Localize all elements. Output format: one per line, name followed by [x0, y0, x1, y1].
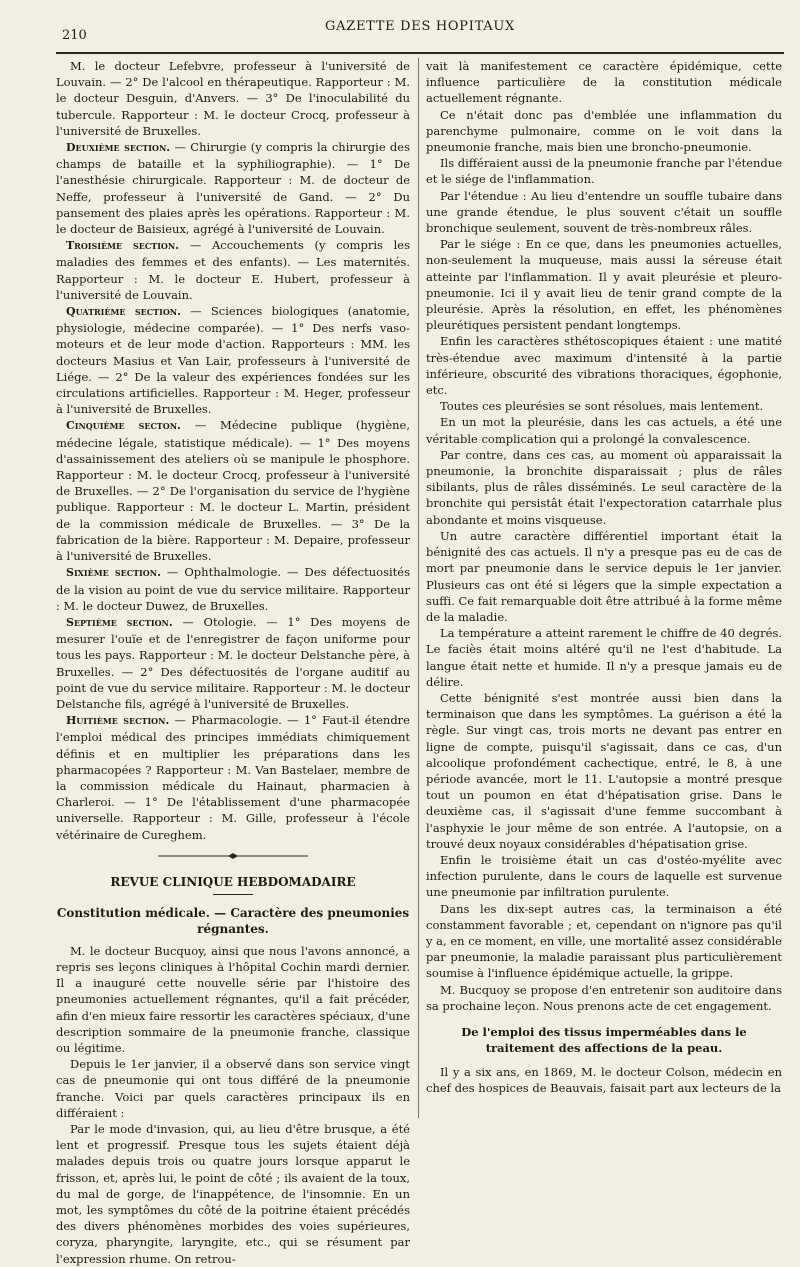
section-2 — [56, 139, 410, 237]
body-paragraph: Ils différaient aussi de la pneumonie franche par l'étendue et le siége de l'inflammation. — [426, 156, 782, 187]
body-paragraph: Par l'étendue : Au lieu d'entendre un souffle tubaire dans une grande étendue, le plus souvent c'était un souffle bronchique seulement, souvent de très-nombreux râles. — [426, 188, 782, 236]
right-column — [426, 58, 782, 1096]
section-text: — Otologie. — 1° Des moyens de mesurer l'ouïe et de l'enregistrer de façon uniforme pour tous les pays. Rapporteur : M. le docteur Delstanche père, à Bruxelles. — 2° Des défectuosités de l'organe auditif au point de vue du service militaire. Rapporteur : M. le docteur Delstanche fils, agrégé à l'université de Bruxelles. — [56, 614, 410, 711]
section-label: Cinquième secton. — [66, 419, 181, 433]
ornament-divider — [56, 851, 410, 862]
body-paragraph: Ce n'était donc pas d'emblée une inflammation du parenchyme pulmonaire, comme on le voit dans la pneumonie franche, mais bien une broncho-pneumonie. — [426, 107, 782, 155]
title-underline — [213, 894, 253, 895]
section-text: — Pharmacologie. — 1° Faut-il étendre l'emploi médical des principes immédiats chimiquement définis et en multiplier les préparations dans les pharmacopées ? Rapporteur : M. Van Bastelaer, membre de la commission médicale du Hainaut, pharmacien à Charleroi. — 1° De l'établissement d'une pharmacopée universelle. Rapporteur : M. Gille, professeur à l'école vétérinaire de Cureghem. — [56, 713, 410, 842]
section-text: — Médecine publique (hygiène, médecine légale, statistique médicale). — 1° Des moyens d'assainissement des ateliers où se manipule le phosphore. Rapporteur : M. le docteur Crocq, professeur à l'université de Bruxelles. — 2° De l'organisation du service de l'hygiène publique. Rapporteur : M. le docteur L. Martin, président de la commission médicale de Bruxelles. — 3° De la fabrication de la bière. Rapporteur : M. Depaire, professeur à l'université de Bruxelles. — [56, 418, 410, 564]
body-paragraph: Dans les dix-sept autres cas, la terminaison a été constamment favorable ; et, cependant on n'ignore pas qu'il y a, en ce moment, en ville, une mortalité assez considérable par pneumonie, la maladie paraissant plus particulièrement soumise à l'influence épidémique actuelle, la grippe. — [426, 901, 782, 981]
section-8 — [56, 712, 410, 843]
body-paragraph: vait là manifestement ce caractère épidémique, cette influence particulière de la constitution médicale actuellement régnante. — [426, 59, 782, 106]
body-paragraph: Enfin le troisième était un cas d'ostéo-myélite avec infection purulente, dans le cours de laquelle est survenue une pneumonie par infiltration purulente. — [426, 852, 782, 900]
section-text: — Accouchements (y compris les maladies des femmes et des enfants). — Les maternités. Rapporteur : M. le docteur E. Hubert, professeur à l'université de Louvain. — [56, 238, 410, 302]
section-3 — [56, 237, 410, 303]
section-text: — Sciences biologiques (anatomie, physiologie, médecine comparée). — 1° Des nerfs vaso-moteurs et de leur mode d'action. Rapporteurs : MM. les docteurs Masius et Van Lair, professeurs à l'université de Liége. — 2° De la valeur des expériences fondées sur les circulations artificielles. Rapporteur : M. Heger, professeur à l'université de Bruxelles. — [56, 304, 410, 417]
section-label: Quatrième section. — [66, 305, 181, 319]
section-label: Huitième section. — [66, 714, 170, 728]
body-paragraph: Toutes ces pleurésies se sont résolues, mais lentement. — [440, 399, 764, 414]
body-paragraph: Depuis le 1er janvier, il a observé dans son service vingt cas de pneumonie qui ont tous différé de la pneumonie franche. Voici par quels caractères principaux ils en différaient : — [56, 1057, 410, 1120]
body-paragraph: Cette bénignité s'est montrée aussi bien dans la terminaison que dans les symptômes. La guérison a été la règle. Sur vingt cas, trois morts ne devant pas entrer en ligne de compte, puisqu'il s'agissait, dans ce cas, d'un alcoolique profondément cachectique, entré, le 8, à une période avancée, mort le 11. L'autopsie a montré presque tout un poumon en état d'hépatisation grise. Dans le deuxième cas, il s'agissait d'une femme succombant à l'asphyxie le jour même de son entrée. A l'autopsie, on a trouvé deux noyaux considérables d'hépatisation grise. — [426, 690, 782, 851]
body-paragraph: Par contre, dans ces cas, au moment où apparaissait la pneumonie, la bronchite disparaissait ; plus de râles sibilants, plus de râles disséminés. Le seul caractère de la bronchite qui persistât était l'expectoration catarrhale plus abondante et moins visqueuse. — [426, 447, 782, 527]
section-label: Sixième section. — [66, 566, 161, 580]
left-column — [56, 58, 410, 1267]
body-paragraph: Par le siége : En ce que, dans les pneumonies actuelles, non-seulement la muqueuse, mais aussi la séreuse était atteinte par l'inflammation. Il y avait pleurésie et pleuro-pneumonie. Ici il y avait lieu de tenir grand compte de la pleurésie. Après la résolution, en effet, les phénomènes pleurétiques persistent pendant longtemps. — [426, 237, 782, 333]
section-text: — Chirurgie (y compris la chirurgie des champs de bataille et la syphiliographie). — 1° De l'anesthésie chirurgicale. Rapporteur : M. de docteur de Neffe, professeur à l'université de Gand. — 2° Du pansement des plaies après les opérations. Rapporteur : M. le docteur de Baisieux, agrégé à l'université de Louvain. — [56, 140, 410, 237]
body-paragraph: Enfin les caractères sthétoscopiques étaient : une matité très-étendue avec maximum d'intensité à la partie inférieure, obscurité des vibrations thoraciques, égophonie, etc. — [426, 334, 782, 398]
revue-title: REVUE CLINIQUE HEBDOMADAIRE — [110, 874, 356, 889]
page-header — [56, 16, 784, 52]
header-rule — [56, 52, 784, 54]
body-paragraph: M. le docteur Bucquoy, ainsi que nous l'avons annoncé, a repris ses leçons cliniques à l'hôpital Cochin mardi dernier. Il a inauguré cette nouvelle série par l'histoire des pneumonies actuellement régnantes, qu'il a fait précéder, afin d'en mieux faire ressortir les caractères spéciaux, d'une description sommaire de la pneumonie franche, classique ou légitime. — [56, 943, 410, 1055]
section-5 — [56, 417, 410, 564]
body-paragraph: Un autre caractère différentiel important était la bénignité des cas actuels. Il n'y a presque pas eu de cas de mort par pneumonie dans le service depuis le 1er janvier. Plusieurs cas ont été si légers que la simple expectation a suffi. Ce fait remarquable doit être attribué à la forme même de la maladie. — [426, 528, 782, 624]
page-number: 210 — [62, 28, 87, 43]
section-4 — [56, 303, 410, 417]
body-paragraph: Il y a six ans, en 1869, M. le docteur Colson, médecin en chef des hospices de Beauvais, faisait part aux lecteurs de la — [426, 1064, 782, 1096]
section-7 — [56, 614, 410, 712]
section-text: — Ophthalmologie. — Des défectuosités de la vision au point de vue du service militaire. Rapporteur : M. le docteur Duwez, de Bruxelles. — [56, 565, 410, 613]
section-label: Troisième section. — [66, 239, 180, 253]
body-paragraph: M. Bucquoy se propose d'en entretenir son auditoire dans sa prochaine leçon. Nous prenons acte de cet engagement. — [426, 982, 782, 1013]
journal-title: GAZETTE DES HOPITAUX — [325, 19, 515, 34]
body-paragraph: En un mot la pleurésie, dans les cas actuels, a été une véritable complication qui a prolongé la convalescence. — [426, 415, 782, 446]
divider-ornament-icon — [158, 852, 308, 860]
body-paragraph: La température a atteint rarement le chiffre de 40 degrés. Le faciès était moins altéré qu'il ne l'est d'habitude. La langue était nette et humide. Il n'y a presque jamais eu de délire. — [426, 626, 782, 689]
section-label: Septième section. — [66, 615, 173, 629]
section-label: Deuxième section. — [66, 141, 171, 155]
revue-subtitle: Constitution médicale. — Caractère des pneumonies régnantes. — [56, 905, 410, 936]
intro-paragraph: M. le docteur Lefebvre, professeur à l'université de Louvain. — 2° De l'alcool en thérapeutique. Rapporteur : M. le docteur Desguin, d'Anvers. — 3° De l'inoculabilité du tubercule. Rapporteur : M. le docteur Crocq, professeur à l'université de Bruxelles. — [56, 59, 410, 138]
section-6 — [56, 564, 410, 614]
body-paragraph: Par le mode d'invasion, qui, au lieu d'être brusque, a été lent et progressif. Presque tous les sujets étaient déjà malades depuis trois ou quatre jours lorsque apparut le frisson, et, après lui, le point de côté ; ils avaient de la toux, du mal de gorge, de l'inappétence, de l'insomnie. En un mot, les symptômes du côté de la poitrine étaient précédés des divers phénomènes morbides des voies supérieures, coryza, pharyngite, laryngite, etc., qui se résument par l'expression rhume. On retrou- — [56, 1121, 410, 1266]
second-article-title: De l'emploi des tissus imperméables dans le traitement des affections de la peau. — [461, 1024, 747, 1055]
column-divider — [418, 58, 419, 1118]
